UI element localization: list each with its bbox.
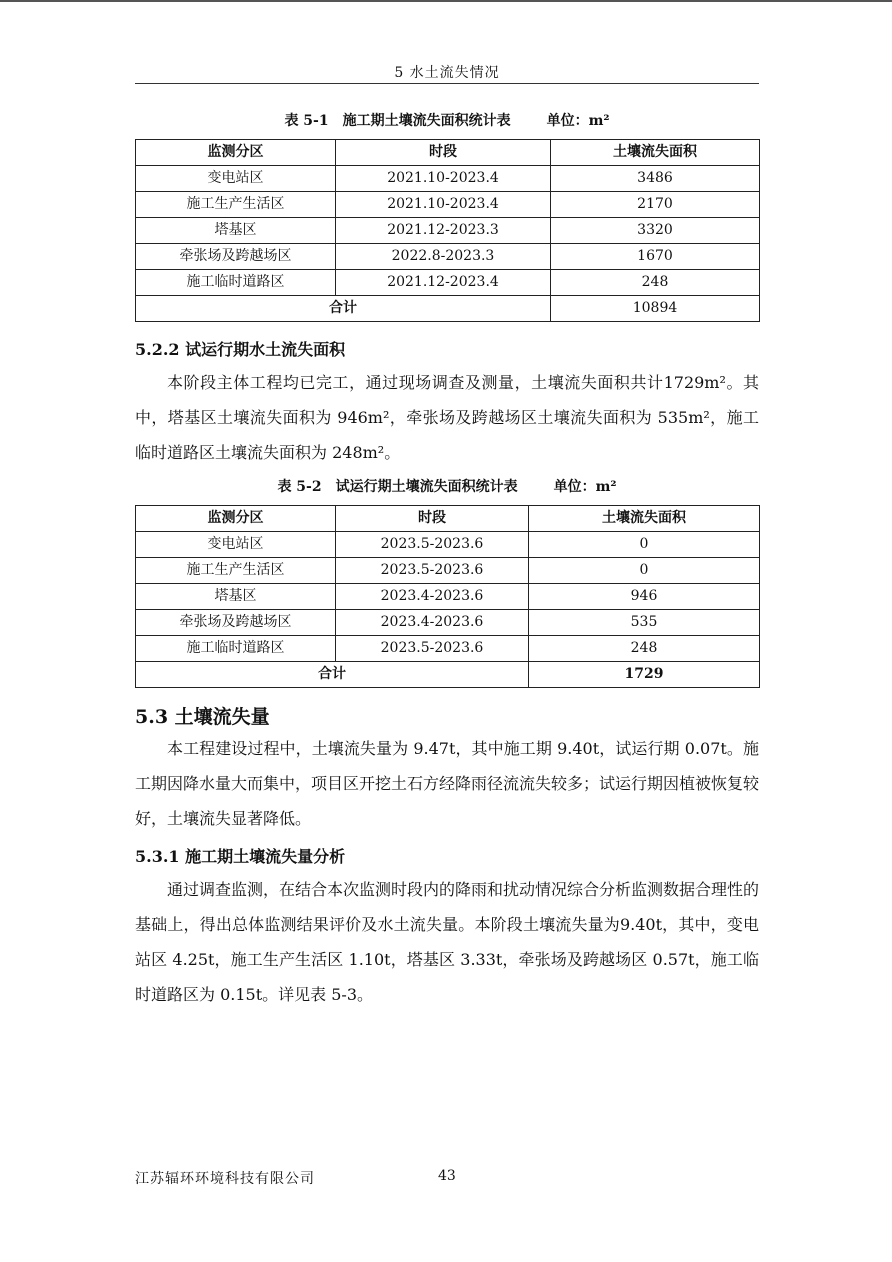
table-cell: 1670 [551,244,760,270]
table1 [135,139,760,322]
table2-header-cell: 土壤流失面积 [529,506,760,532]
table-cell: 塔基区 [136,218,336,244]
running-header: 5 水土流失情况 [394,65,500,81]
table-row [136,610,760,636]
table-cell: 牵张场及跨越场区 [136,610,336,636]
section-5-3-1-heading: 5.3.1 施工期土壤流失量分析 [135,847,346,866]
table-cell: 946 [529,584,760,610]
table-row [136,532,760,558]
table1-header-row [136,140,760,166]
table-cell: 牵张场及跨越场区 [136,244,336,270]
table2-title: 试运行期土壤流失面积统计表 [335,479,518,495]
table-cell: 施工临时道路区 [136,636,336,662]
table-cell: 2023.4-2023.6 [336,584,529,610]
table-cell: 3486 [551,166,760,192]
table2-header-cell: 时段 [336,506,529,532]
table2-header-cell: 监测分区 [136,506,336,532]
table2-caption [135,476,759,496]
table-cell: 2022.8-2023.3 [336,244,551,270]
table-cell: 2023.5-2023.6 [336,636,529,662]
table-row [136,192,760,218]
table-cell: 535 [529,610,760,636]
total-label: 合计 [136,296,551,322]
table-row [136,558,760,584]
table-cell: 塔基区 [136,584,336,610]
table-cell: 施工临时道路区 [136,270,336,296]
table-cell: 2023.4-2023.6 [336,610,529,636]
table1-title: 施工期土壤流失面积统计表 [342,113,511,129]
section-5-2-2-heading: 5.2.2 试运行期水土流失面积 [135,340,346,359]
table-cell: 2021.10-2023.4 [336,192,551,218]
table-cell: 3320 [551,218,760,244]
table-cell: 0 [529,532,760,558]
table2-total-row [136,662,760,688]
paragraph-text: 通过调查监测，在结合本次监测时段内的降雨和扰动情况综合分析监测数据合理性的基础上，得出总体监测结果评价及水土流失量。本阶段土壤流失量为9.40t，其中，变电站区 4.25t，施工生产生活区 1.10t，塔基区 3.33t，牵张场及跨越场区 0.57t，施工临时道路区为 0.15t。详见表 5-3。 [135,880,760,1004]
table-row [136,166,760,192]
table-cell: 248 [529,636,760,662]
section-5-2-2-paragraph [135,365,759,470]
table-row [136,218,760,244]
table-cell: 变电站区 [136,532,336,558]
paragraph-text: 本阶段主体工程均已完工，通过现场调查及测量，土壤流失面积共计1729m²。其中，塔基区土壤流失面积为 946m²，牵张场及跨越场区土壤流失面积为 535m²，施工临时道路区土壤流失面积为 248m²。 [135,373,759,462]
table1-number: 表 5-1 [284,113,329,129]
table1-caption [135,110,759,130]
table-cell: 2021.12-2023.3 [336,218,551,244]
total-value: 1729 [529,662,760,688]
table1-unit: 单位：m² [546,113,610,129]
table-cell: 施工生产生活区 [136,558,336,584]
table-cell: 2021.12-2023.4 [336,270,551,296]
table2-unit: 单位：m² [553,479,617,495]
table2 [135,505,760,688]
page-number: 43 [438,1168,456,1184]
table-row [136,244,760,270]
table-row [136,584,760,610]
table-row [136,636,760,662]
table1-header-cell: 土壤流失面积 [551,140,760,166]
paragraph-text: 本工程建设过程中，土壤流失量为 9.47t，其中施工期 9.40t，试运行期 0.07t。施工期因降水量大而集中，项目区开挖土石方经降雨径流流失较多；试运行期因植被恢复较好，土壤流失显著降低。 [135,739,760,828]
table1-header-cell: 监测分区 [136,140,336,166]
footer-company: 江苏辐环环境科技有限公司 [135,1171,315,1187]
table-cell: 2021.10-2023.4 [336,166,551,192]
header-rule [135,83,759,84]
total-label: 合计 [136,662,529,688]
section-5-3-1-paragraph [135,872,759,1012]
table2-number: 表 5-2 [277,479,322,495]
table2-header-row [136,506,760,532]
table-cell: 施工生产生活区 [136,192,336,218]
table-cell: 2023.5-2023.6 [336,532,529,558]
table-cell: 2023.5-2023.6 [336,558,529,584]
table-cell: 变电站区 [136,166,336,192]
table1-header-cell: 时段 [336,140,551,166]
table1-total-row [136,296,760,322]
table-cell: 248 [551,270,760,296]
total-value: 10894 [551,296,760,322]
section-5-3-paragraph [135,731,759,836]
table-cell: 2170 [551,192,760,218]
table-row [136,270,760,296]
section-5-3-heading: 5.3 土壤流失量 [135,706,270,728]
table-cell: 0 [529,558,760,584]
top-border-line [0,0,892,2]
